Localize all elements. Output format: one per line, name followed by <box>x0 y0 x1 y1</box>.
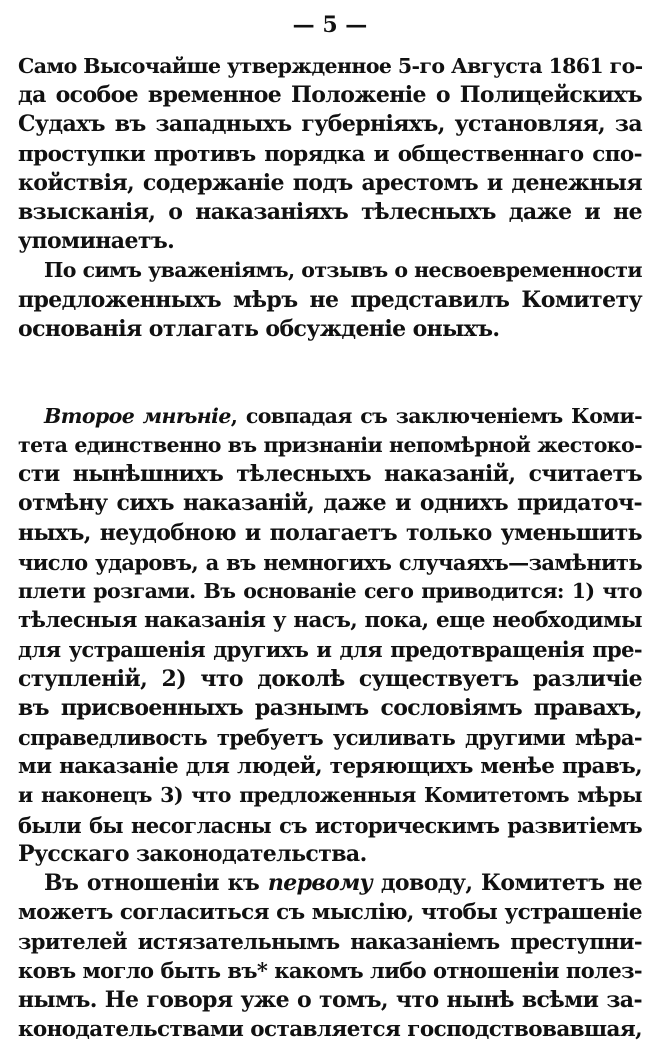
text-line <box>18 869 642 898</box>
text-line: въ присвоенныхъ разнымъ сословіямъ правахъ, <box>18 694 642 721</box>
text-line: для устрашенія другихъ и для предотвращенія пре- <box>18 637 642 663</box>
paragraph-2 <box>18 256 642 344</box>
text-line: ковъ могло быть въ* какомъ либо отношеніи полез- <box>18 958 642 984</box>
text-line: предложенныхъ мѣръ не представилъ Комитету <box>18 286 642 313</box>
text-span: , совпадая съ заключеніемъ Коми- <box>230 403 643 428</box>
text-line: зрителей истязательнымъ наказаніемъ преступни- <box>18 929 642 955</box>
text-line: основанія отлагать обсужденіе оныхъ. <box>18 315 500 342</box>
text-line: справедливость требуетъ усиливать другими мѣра- <box>18 724 642 750</box>
text-line: ныхъ, неудобною и полагаетъ только уменьшить <box>18 519 642 546</box>
paragraph-4 <box>18 869 642 1044</box>
text-line: По симъ уваженіямъ, отзывъ о несвоевременности <box>44 258 642 283</box>
text-line: койствія, содержаніе подъ арестомъ и денежныя <box>18 169 642 196</box>
text-line <box>18 402 642 431</box>
text-line: плети розгами. Въ основаніе сего приводится: 1) что <box>18 579 642 603</box>
text-line: да особое временное Положеніе о Полицейскихъ <box>18 82 642 109</box>
text-line: ми наказаніе для людей, теряющихъ менѣе правъ, <box>18 754 642 780</box>
text-line: Судахъ въ западныхъ губерніяхъ, установляя, за <box>18 111 642 138</box>
italic-term: Второе мнѣніе <box>44 403 231 428</box>
text-line: проступки противъ порядка и общественнаго спо- <box>18 141 642 167</box>
text-line: тѣлесныя наказанія у насъ, пока, еще необходимы <box>18 608 642 634</box>
paragraph-3 <box>18 402 642 869</box>
text-span: доводу, Комитетъ не <box>372 869 642 896</box>
page-number: — 5 — <box>292 12 368 38</box>
text-line: и наконецъ 3) что предложенныя Комитетомъ мѣры <box>18 783 642 808</box>
text-line: упоминаетъ. <box>18 228 175 255</box>
text-line: ступленій, 2) что доколѣ существуетъ различіе <box>18 665 642 692</box>
text-line: тета единственно въ признаніи непомѣрной жестоко- <box>18 433 642 458</box>
text-line: сти нынѣшнихъ тѣлесныхъ наказаній, считаетъ <box>18 461 642 488</box>
text-line: нымъ. Не говоря уже о томъ, что нынѣ всѣми за- <box>18 986 642 1013</box>
text-line: число ударовъ, а въ немногихъ случаяхъ—замѣнить <box>18 549 642 575</box>
text-line: Само Высочайше утвержденное 5-го Августа 1861 го- <box>18 54 643 78</box>
text-line: конодательствами оставляется господствовавшая, <box>18 1016 642 1042</box>
text-line: Русскаго законодательства. <box>18 840 367 867</box>
text-line: можетъ согласиться съ мыслію, чтобы устрашеніе <box>18 900 642 926</box>
text-line: отмѣну сихъ наказаній, даже и однихъ придаточ- <box>18 490 642 517</box>
text-line: были бы несогласны съ историческимъ развитіемъ <box>18 812 642 838</box>
text-span: Въ отношеніи къ <box>44 869 268 896</box>
document-page <box>18 0 642 1044</box>
paragraph-1 <box>18 52 642 256</box>
text-line: взысканія, о наказаніяхъ тѣлесныхъ даже и не <box>18 198 642 225</box>
italic-term: первому <box>267 869 373 896</box>
